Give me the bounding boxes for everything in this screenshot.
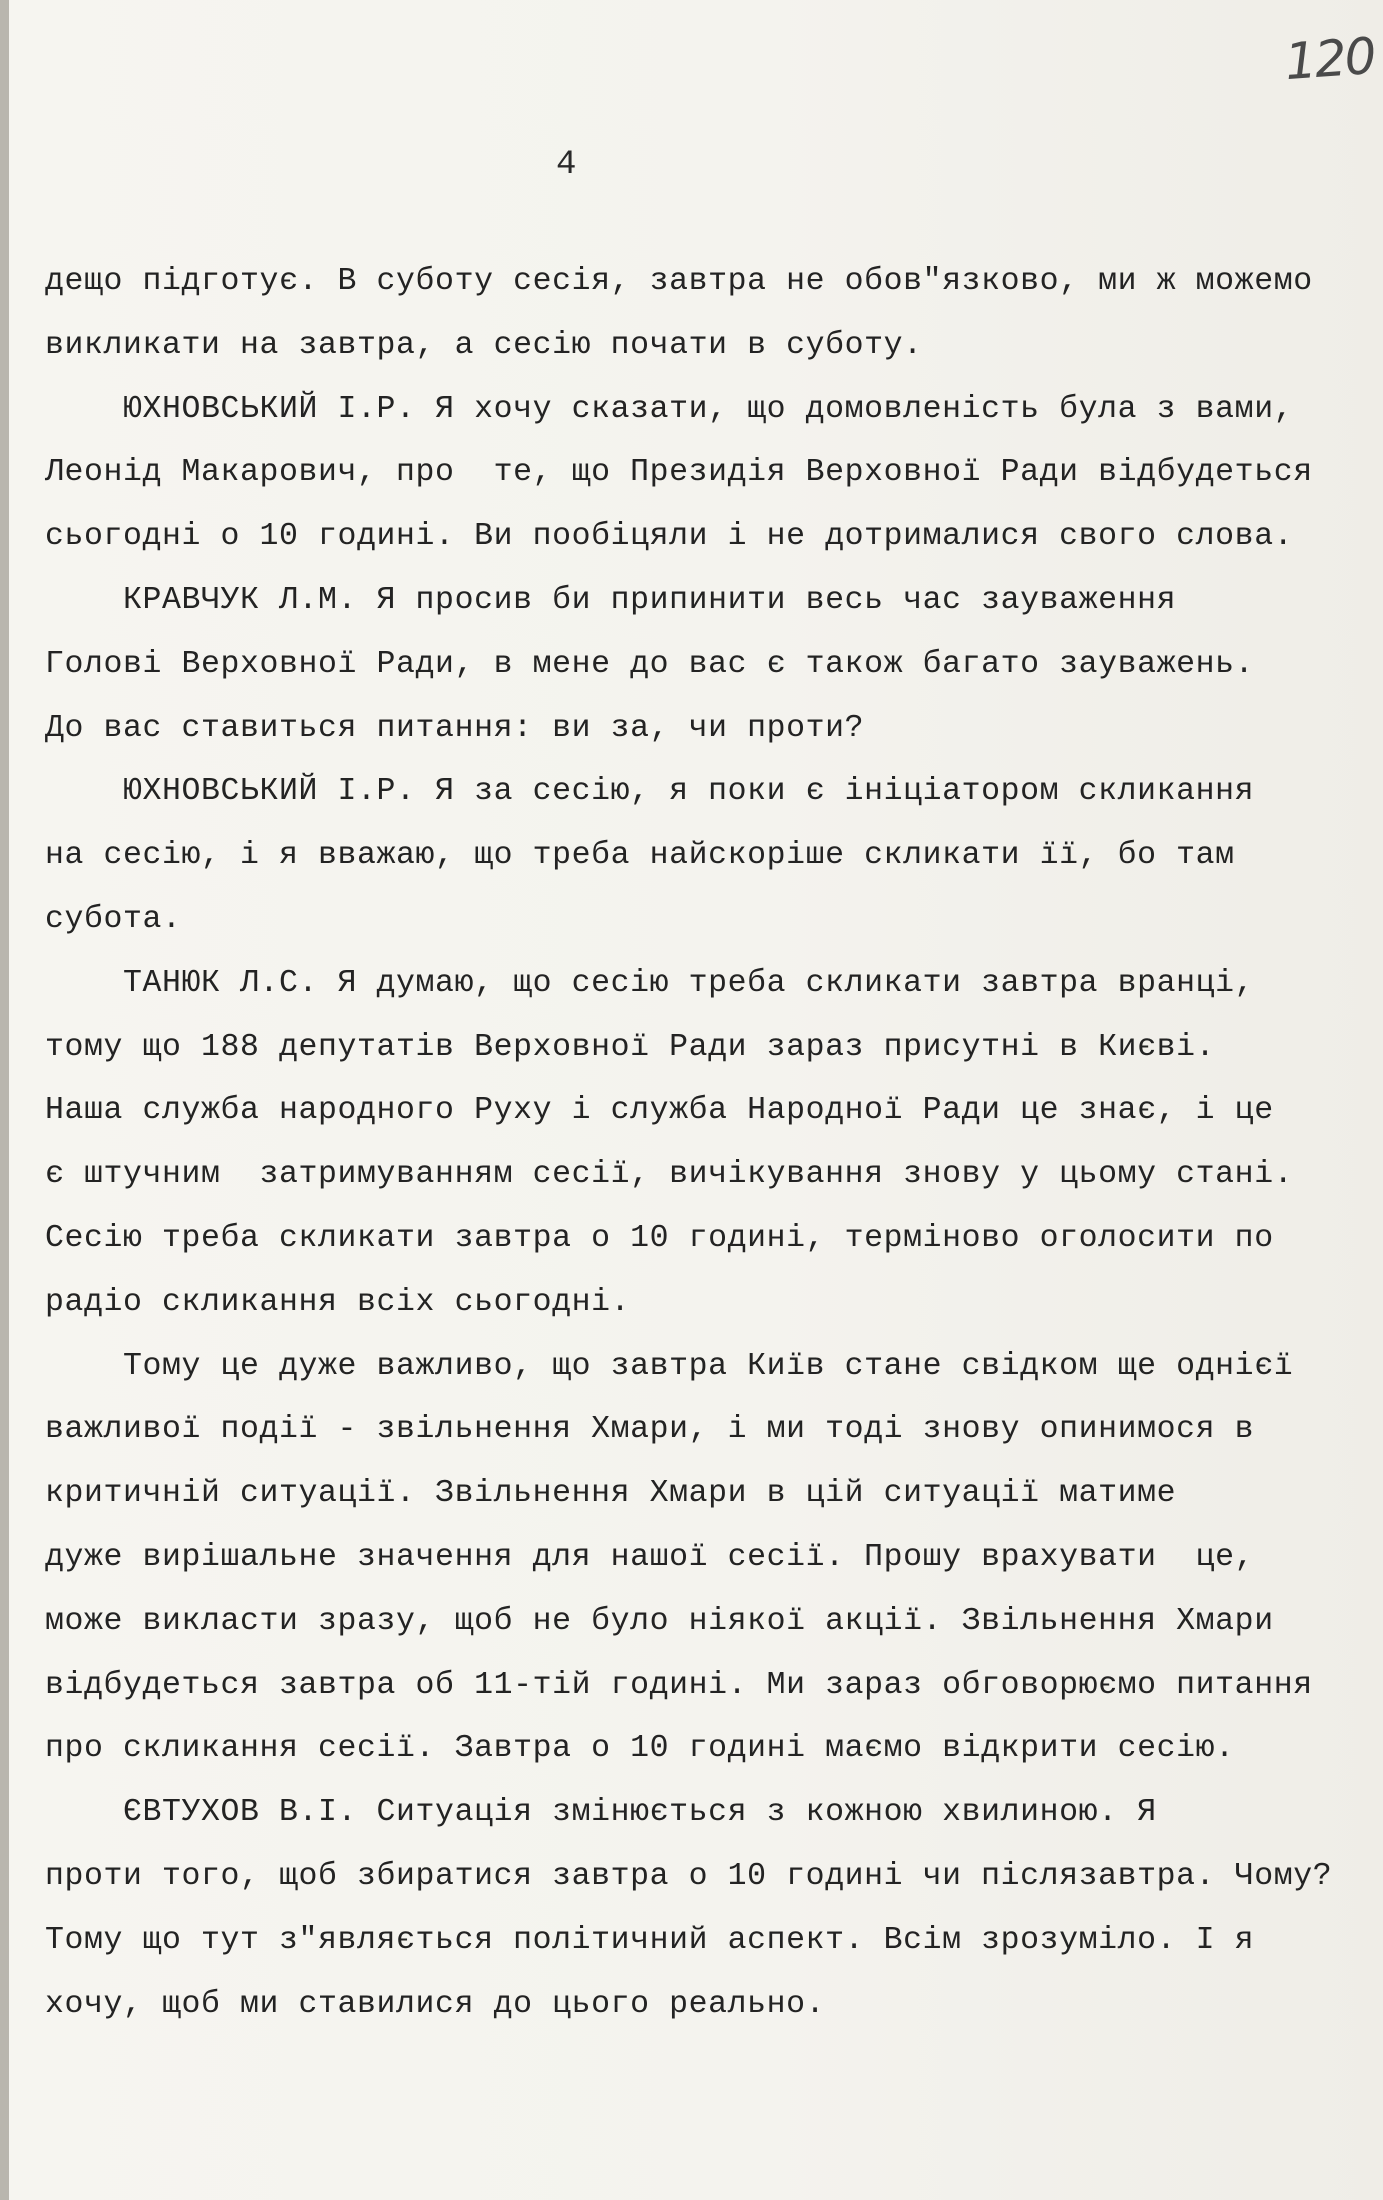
text-line: радіо скликання всіх сьогодні. bbox=[45, 1284, 631, 1320]
text-line: хочу, щоб ми ставилися до цього реально. bbox=[45, 1986, 826, 2022]
text-line: ЄВТУХОВ В.І. Ситуація змінюється з кожною хвилиною. Я bbox=[45, 1795, 1157, 1831]
text-line: Сесію треба скликати завтра о 10 годині, терміново оголосити по bbox=[45, 1220, 1274, 1256]
text-line: сьогодні о 10 годині. Ви пообіцяли і не дотрималися свого слова. bbox=[45, 519, 1294, 555]
text-line: викликати на завтра, а сесію почати в суботу. bbox=[45, 327, 923, 363]
text-line: тому що 188 депутатів Верховної Ради зараз присутні в Києві. bbox=[45, 1029, 1216, 1065]
text-line: є штучним затримуванням сесії, вичікування знову у цьому стані. bbox=[45, 1157, 1294, 1193]
text-line: може викласти зразу, щоб не було ніякої акції. Звільнення Хмари bbox=[45, 1603, 1274, 1639]
text-line: відбудеться завтра об 11-тій годині. Ми зараз обговорюємо питання bbox=[45, 1667, 1313, 1703]
text-line: ЮХНОВСЬКИЙ І.Р. Я за сесію, я поки є ініціатором скликання bbox=[45, 774, 1255, 810]
text-line: Леонід Макарович, про те, що Президія Верховної Ради відбудеться bbox=[45, 455, 1313, 491]
text-line: Тому це дуже важливо, що завтра Київ стане свідком ще однієї bbox=[45, 1348, 1294, 1384]
text-line: ТАНЮК Л.С. Я думаю, що сесію треба скликати завтра вранці, bbox=[45, 965, 1255, 1001]
text-line: про скликання сесії. Завтра о 10 годині маємо відкрити сесію. bbox=[45, 1731, 1235, 1767]
text-line: Голові Верховної Ради, в мене до вас є також багато зауважень. bbox=[45, 646, 1255, 682]
text-line: дещо підготує. В суботу сесія, завтра не обов"язково, ми ж можемо bbox=[45, 264, 1313, 299]
page-number: 4 bbox=[556, 146, 577, 184]
text-line: ЮХНОВСЬКИЙ І.Р. Я хочу сказати, що домовленість була з вами, bbox=[45, 391, 1294, 427]
text-line: на сесію, і я вважаю, що треба найскоріше скликати її, бо там bbox=[45, 838, 1235, 874]
text-line: Наша служба народного Руху і служба Народної Ради це знає, і це bbox=[45, 1093, 1274, 1129]
text-line: важливої події - звільнення Хмари, і ми тоді знову опинимося в bbox=[45, 1412, 1255, 1448]
text-line: дуже вирішальне значення для нашої сесії. Прошу врахувати це, bbox=[45, 1539, 1255, 1575]
page-left-edge bbox=[0, 0, 9, 2200]
text-line: До вас ставиться питання: ви за, чи проти? bbox=[45, 710, 865, 746]
text-line: проти того, щоб збиратися завтра о 10 годині чи післязавтра. Чому? bbox=[45, 1858, 1333, 1894]
text-line: субота. bbox=[45, 901, 182, 937]
archive-page-number: 120 bbox=[1283, 26, 1377, 92]
text-line: критичній ситуації. Звільнення Хмари в цій ситуації матиме bbox=[45, 1476, 1177, 1512]
text-line: Тому що тут з"являється політичний аспект. Всім зрозуміло. І я bbox=[45, 1922, 1255, 1958]
transcript-body bbox=[45, 250, 1345, 2036]
text-line: КРАВЧУК Л.М. Я просив би припинити весь час зауваження bbox=[45, 582, 1177, 618]
